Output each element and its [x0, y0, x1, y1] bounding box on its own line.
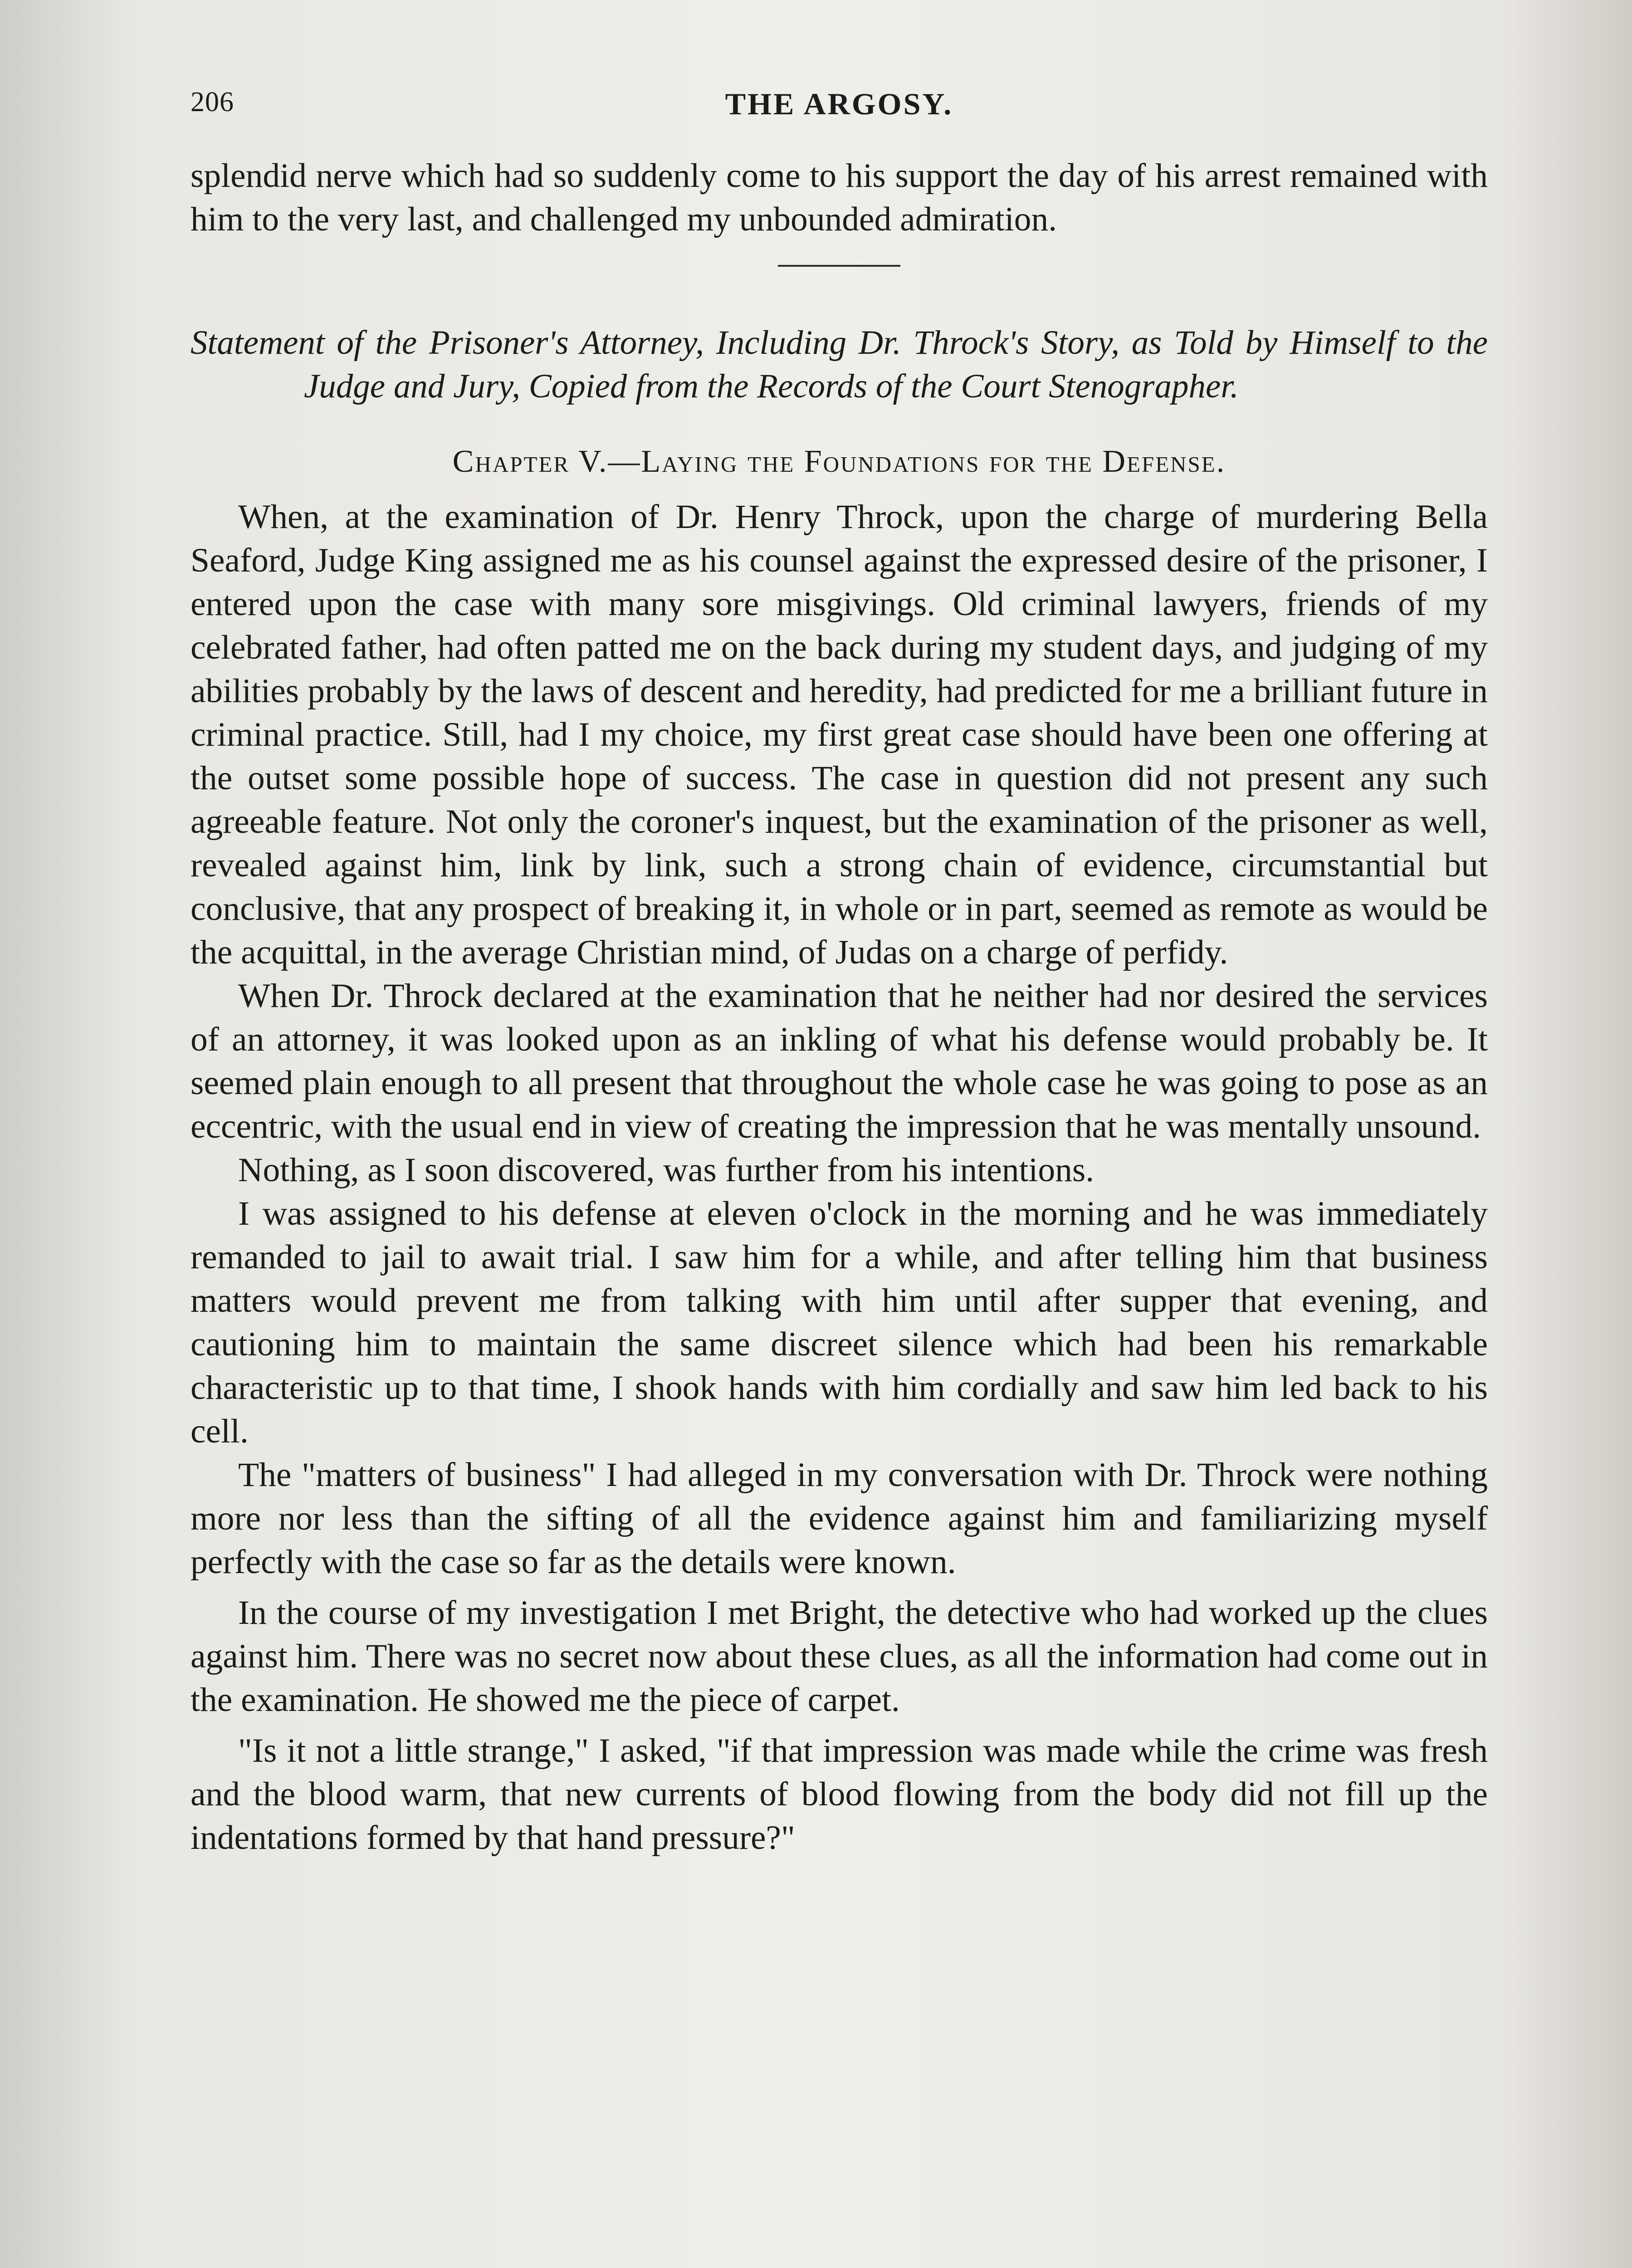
body-text — [191, 154, 1488, 1860]
running-title: THE ARGOSY. — [725, 87, 953, 121]
paragraph: "Is it not a little strange," I asked, "if that impression was made while the crime was fresh and the blood warm, that new currents of blood flowing from the body did not fill up the indentations formed by that hand pressure?" — [191, 1732, 1488, 1857]
statement-heading: Statement of the Prisoner's Attorney, Including Dr. Throck's Story, as Told by Himself to the Judge and Jury, Copied from the Records of the Court Stenographer. — [191, 324, 1488, 405]
chapter-heading: Chapter V.—Laying the Foundations for the Defense. — [452, 444, 1226, 479]
paragraph: In the course of my investigation I met Bright, the detective who had worked up the clues against him. There was no secret now about these clues, as all the information had come out in the examination. He showed me the piece of carpet. — [191, 1594, 1488, 1719]
opening-paragraph: splendid nerve which had so suddenly come to his support the day of his arrest remained with him to the very last, and challenged my unbounded admiration. — [191, 157, 1488, 238]
paragraph: I was assigned to his defense at eleven o'clock in the morning and he was immediately remanded to jail to await trial. I saw him for a while, and after telling him that business matters would prevent me from talking with him until after supper that evening, and cautioning him to maintain the same discreet silence which had been his remarkable characteristic up to that time, I shook hands with him cordially and saw him led back to his cell. — [191, 1195, 1488, 1450]
page-number: 206 — [191, 87, 234, 117]
paragraph: Nothing, as I soon discovered, was further from his intentions. — [238, 1151, 1095, 1189]
section-divider — [778, 265, 900, 267]
paragraph: The "matters of business" I had alleged in my conversation with Dr. Throck were nothing more nor less than the sifting of all the evidence against him and familiarizing myself perfectly with the case so far as the details were known. — [191, 1456, 1488, 1581]
running-head — [191, 86, 1488, 141]
paragraph: When Dr. Throck declared at the examination that he neither had nor desired the services of an attorney, it was looked upon as an inkling of what his defense would probably be. It seemed plain enough to all present that throughout the whole case he was going to pose as an eccentric, with the usual end in view of creating the impression that he was mentally unsound. — [191, 977, 1488, 1145]
paragraph: When, at the examination of Dr. Henry Throck, upon the charge of murdering Bella Seaford, Judge King assigned me as his counsel against the expressed desire of the prisoner, I entered upon the case with many sore misgivings. Old criminal lawyers, friends of my celebrated father, had often patted me on the back during my student days, and judging of my abilities probably by the laws of descent and heredity, had predicted for me a brilliant future in criminal practice. Still, had I my choice, my first great case should have been one offering at the outset some possible hope of success. The case in question did not present any such agreeable feature. Not only the coroner's inquest, but the examination of the prisoner as well, revealed against him, link by link, such a strong chain of evidence, circumstantial but conclusive, that any prospect of breaking it, in whole or in part, seemed as remote as would be the acquittal, in the average Christian mind, of Judas on a charge of perfidy. — [191, 498, 1488, 971]
